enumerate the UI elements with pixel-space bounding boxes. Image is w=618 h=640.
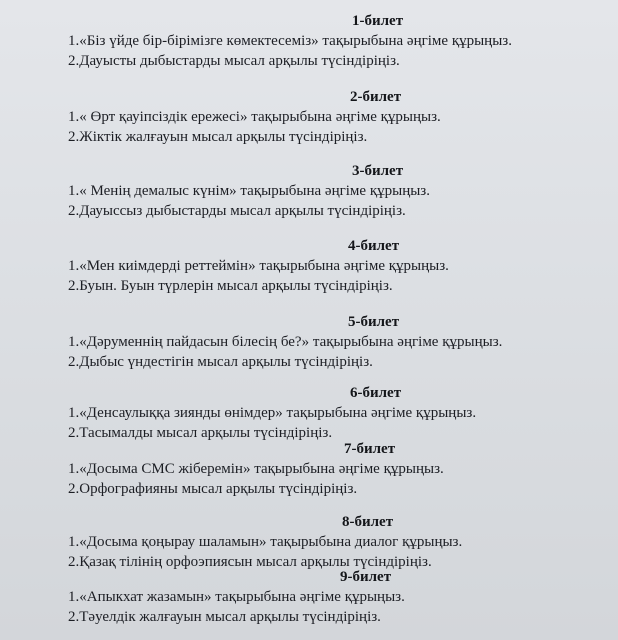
ticket-question-2: 2.Орфографияны мысал арқылы түсіндіріңіз. xyxy=(68,481,358,497)
ticket-question-1: 1.«Досыма қоңырау шаламын» тақырыбына диалог құрыңыз. xyxy=(68,534,463,550)
ticket-title: 1-билет xyxy=(352,13,404,29)
ticket-question-2: 2.Дауысты дыбыстарды мысал арқылы түсіндіріңіз. xyxy=(68,53,400,69)
ticket-title: 3-билет xyxy=(352,163,404,179)
ticket-title: 9-билет xyxy=(340,569,392,585)
ticket-title: 4-билет xyxy=(348,238,400,254)
ticket-title: 6-билет xyxy=(350,385,402,401)
ticket-title: 7-билет xyxy=(344,441,396,457)
ticket-question-1: 1.« Менің демалыс күнім» тақырыбына әңгіме құрыңыз. xyxy=(68,183,430,199)
ticket-question-1: 1.«Біз үйде бір-бірімізге көмектесеміз» тақырыбына әңгіме құрыңыз. xyxy=(68,33,512,49)
ticket-question-1: 1.«Дәруменнің пайдасын білесің бе?» тақырыбына әңгіме құрыңыз. xyxy=(68,334,503,350)
ticket-question-2: 2.Дауыссыз дыбыстарды мысал арқылы түсіндіріңіз. xyxy=(68,203,406,219)
ticket-title: 2-билет xyxy=(350,89,402,105)
ticket-question-1: 1.«Досыма СМС жіберемін» тақырыбына әңгіме құрыңыз. xyxy=(68,461,444,477)
ticket-question-1: 1.«Апыкхат жазамын» тақырыбына әңгіме құрыңыз. xyxy=(68,589,405,605)
ticket-title: 5-билет xyxy=(348,314,400,330)
ticket-question-2: 2.Тасымалды мысал арқылы түсіндіріңіз. xyxy=(68,425,333,441)
ticket-title: 8-билет xyxy=(342,514,394,530)
ticket-question-2: 2.Жіктік жалғауын мысал арқылы түсіндіріңіз. xyxy=(68,129,368,145)
ticket-question-2: 2.Қазақ тілінің орфоэпиясын мысал арқылы түсіндіріңіз. xyxy=(68,554,432,570)
ticket-question-1: 1.«Мен киімдерді реттеймін» тақырыбына әңгіме құрыңыз. xyxy=(68,258,449,274)
ticket-question-2: 2.Буын. Буын түрлерін мысал арқылы түсіндіріңіз. xyxy=(68,278,393,294)
ticket-question-2: 2.Дыбыс үндестігін мысал арқылы түсіндіріңіз. xyxy=(68,354,373,370)
ticket-question-2: 2.Тәуелдік жалғауын мысал арқылы түсіндіріңіз. xyxy=(68,609,381,625)
ticket-question-1: 1.«Денсаулыққа зиянды өнімдер» тақырыбына әңгіме құрыңыз. xyxy=(68,405,477,421)
ticket-question-1: 1.« Өрт қауіпсіздік ережесі» тақырыбына әңгіме құрыңыз. xyxy=(68,109,441,125)
